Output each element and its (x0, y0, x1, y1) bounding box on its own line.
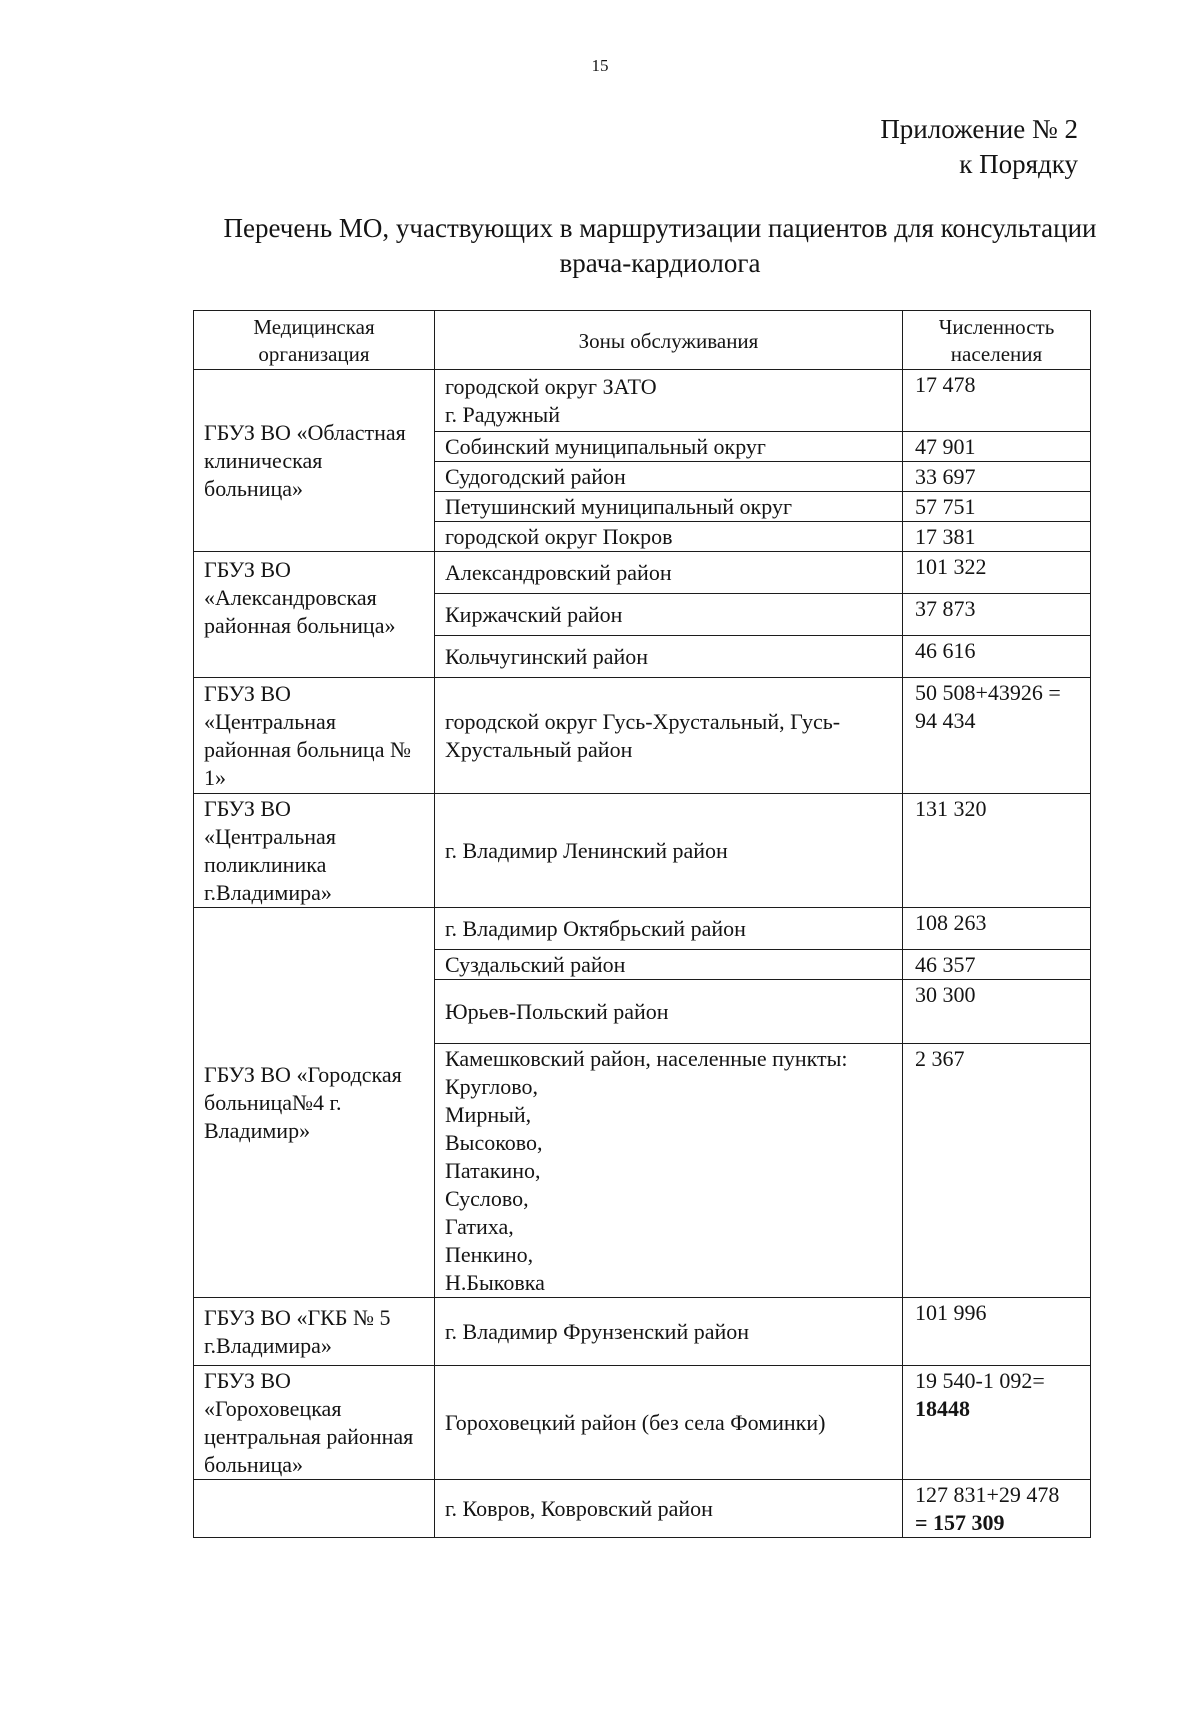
population-cell: 47 901 (903, 432, 1091, 462)
zone-cell: Петушинский муниципальный округ (435, 492, 903, 522)
document-title (180, 211, 1140, 281)
population-cell (903, 678, 1091, 794)
zone-cell: г. Владимир Октябрьский район (435, 908, 903, 950)
zone-cell: Александровский район (435, 552, 903, 594)
org-cell: ГБУЗ ВО «ГКБ № 5 г.Владимира» (194, 1298, 435, 1366)
zone-line: Патакино, (445, 1158, 541, 1183)
zone-line: Суслово, (445, 1186, 529, 1211)
population-cell (903, 1480, 1091, 1538)
population-line: 50 508+43926 = (915, 680, 1061, 705)
population-line: = 157 309 (915, 1510, 1005, 1535)
population-cell: 131 320 (903, 794, 1091, 908)
population-line: 127 831+29 478 (915, 1482, 1060, 1507)
zone-cell: Киржачский район (435, 594, 903, 636)
org-cell-empty (194, 1480, 435, 1538)
zone-cell: Суздальский район (435, 950, 903, 980)
population-cell (903, 1366, 1091, 1480)
zone-cell: городской округ Гусь-Хрустальный, Гусь-Хрустальный район (435, 678, 903, 794)
zone-line: Гатиха, (445, 1214, 514, 1239)
table-row (194, 1298, 1091, 1366)
zone-cell (435, 370, 903, 432)
table-row (194, 370, 1091, 432)
zone-cell: Кольчугинский район (435, 636, 903, 678)
zone-cell: городской округ Покров (435, 522, 903, 552)
appendix-number: Приложение № 2 (880, 114, 1078, 144)
org-cell: ГБУЗ ВО «Областная клиническая больница» (194, 370, 435, 552)
population-line: 19 540-1 092= (915, 1368, 1045, 1393)
appendix-header (880, 112, 1078, 182)
zone-line: Камешковский район, населенные пункты: (445, 1046, 848, 1071)
document-title-line-2: врача-кардиолога (559, 248, 761, 278)
routing-table (193, 310, 1091, 1538)
table-row (194, 552, 1091, 594)
appendix-reference: к Порядку (959, 149, 1078, 179)
population-cell: 2 367 (903, 1044, 1091, 1298)
zone-line: Пенкино, (445, 1242, 534, 1267)
population-cell: 101 996 (903, 1298, 1091, 1366)
zone-cell: Юрьев-Польский район (435, 980, 903, 1044)
document-title-line-1: Перечень МО, участвующих в маршрутизации пациентов для консультации (223, 213, 1097, 243)
population-cell: 17 381 (903, 522, 1091, 552)
population-cell: 37 873 (903, 594, 1091, 636)
zone-line: городской округ ЗАТО (445, 374, 657, 399)
zone-cell: Собинский муниципальный округ (435, 432, 903, 462)
zone-line: г. Радужный (445, 402, 560, 427)
population-line: 94 434 (915, 708, 976, 733)
zone-line: Мирный, (445, 1102, 532, 1127)
population-cell: 46 616 (903, 636, 1091, 678)
population-line: 18448 (915, 1396, 970, 1421)
population-cell: 57 751 (903, 492, 1091, 522)
org-cell: ГБУЗ ВО «Центральная районная больница № 1» (194, 678, 435, 794)
page-number: 15 (591, 56, 609, 75)
table-row (194, 908, 1091, 950)
table-row (194, 1480, 1091, 1538)
zone-cell: г. Ковров, Ковровский район (435, 1480, 903, 1538)
zone-cell: г. Владимир Фрунзенский район (435, 1298, 903, 1366)
zone-cell: г. Владимир Ленинский район (435, 794, 903, 908)
zone-cell: Судогодский район (435, 462, 903, 492)
zone-cell: Гороховецкий район (без села Фоминки) (435, 1366, 903, 1480)
header-org: Медицинская организация (194, 311, 435, 370)
zone-cell (435, 1044, 903, 1298)
org-cell: ГБУЗ ВО «Городская больница№4 г. Владимир» (194, 908, 435, 1298)
population-cell: 108 263 (903, 908, 1091, 950)
header-population: Численность населения (903, 311, 1091, 370)
zone-line: Н.Быковка (445, 1270, 545, 1295)
table-row (194, 794, 1091, 908)
zone-line: Круглово, (445, 1074, 539, 1099)
population-cell: 17 478 (903, 370, 1091, 432)
table-row (194, 678, 1091, 794)
org-cell: ГБУЗ ВО «Гороховецкая центральная районная больница» (194, 1366, 435, 1480)
zone-line: Высоково, (445, 1130, 543, 1155)
header-zones: Зоны обслуживания (435, 311, 903, 370)
population-cell: 46 357 (903, 950, 1091, 980)
org-cell: ГБУЗ ВО «Александровская районная больница» (194, 552, 435, 678)
population-cell: 101 322 (903, 552, 1091, 594)
table-header-row (194, 311, 1091, 370)
org-cell: ГБУЗ ВО «Центральная поликлиника г.Владимира» (194, 794, 435, 908)
population-cell: 33 697 (903, 462, 1091, 492)
table-row (194, 1366, 1091, 1480)
population-cell: 30 300 (903, 980, 1091, 1044)
